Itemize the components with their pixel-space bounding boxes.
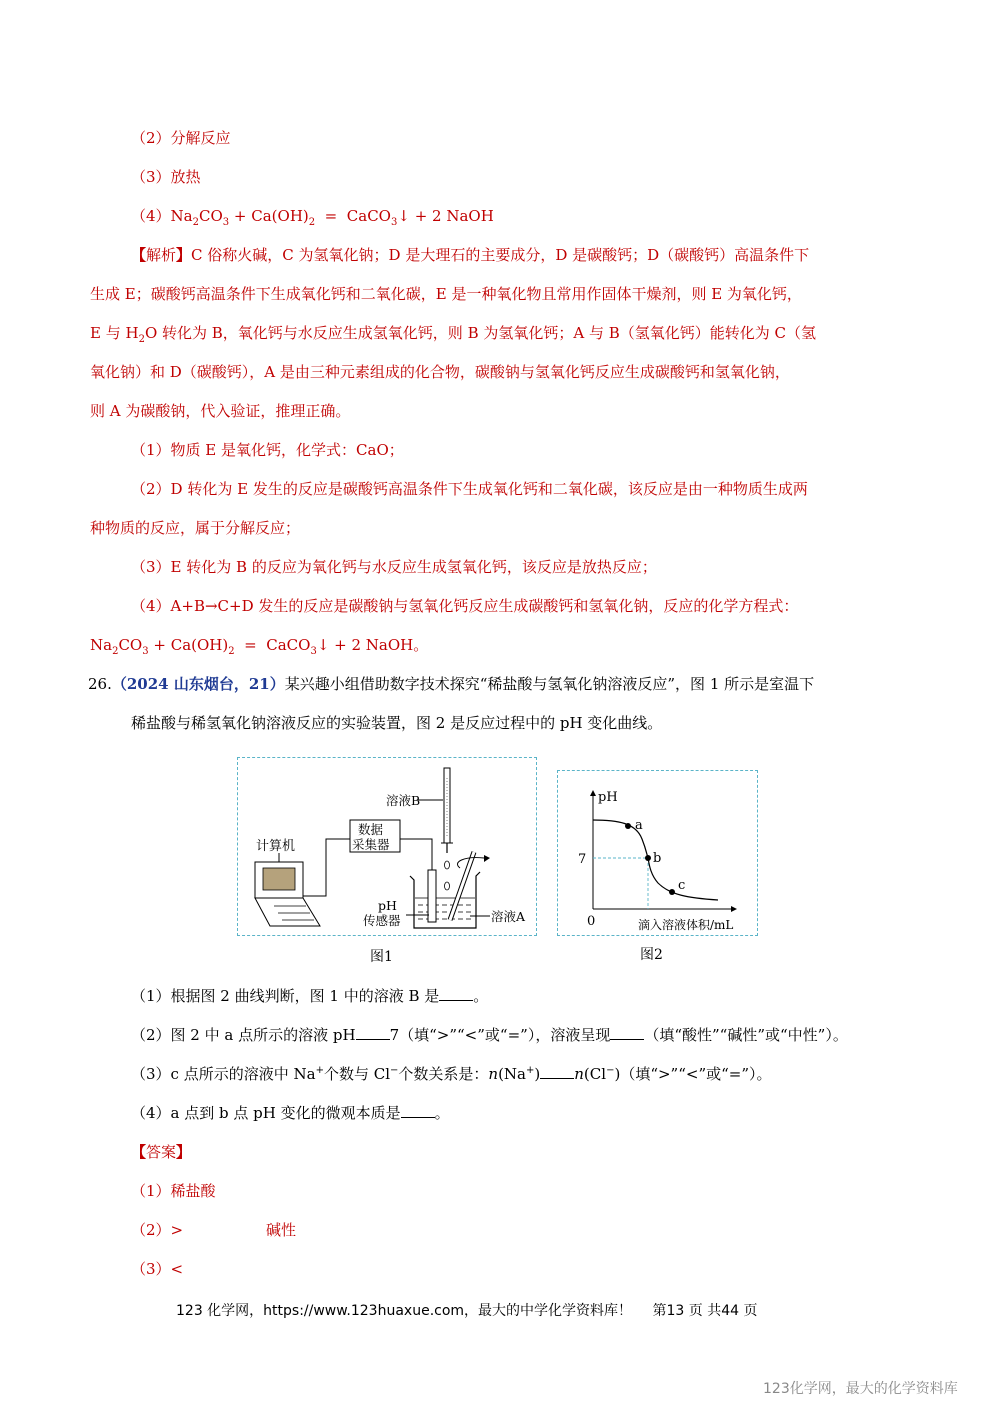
answer-item-3-text: 放热 <box>170 168 201 186</box>
analysis-point-4: （4）A+B→C+D 发生的反应是碳酸钠与氢氧化钙反应生成碳酸钙和氢氧化钠，反应的化学方程式： <box>131 597 799 615</box>
analysis-line-1 <box>131 245 809 265</box>
eq-part: ↓ + 2 NaOH。 <box>316 636 429 654</box>
ph-probe-icon <box>428 870 436 922</box>
label-solution-a: 溶液A <box>491 909 526 924</box>
eq-part: = CaCO <box>234 636 311 654</box>
page-footer <box>176 1300 757 1320</box>
answer-item-4-num: （4） <box>131 207 171 225</box>
y-axis-label: pH <box>598 790 618 805</box>
figure-2-box <box>557 770 758 936</box>
analysis-final-equation <box>90 635 428 655</box>
sub-question-text: （3）c 点所示的溶液中 Na <box>131 1065 316 1083</box>
question-number: 26. <box>88 675 112 693</box>
sub-question-text: 7（填“>”“<”或“=”），溶液呈现 <box>389 1026 611 1044</box>
answer-2 <box>131 1220 183 1240</box>
footer-text: 123 化学网，https://www.123huaxue.com，最大的中学化学资料库！ <box>176 1303 633 1319</box>
answer-text: > <box>170 1221 184 1239</box>
figure-1-box <box>237 757 537 936</box>
eq-part: + Ca(OH) <box>229 207 309 225</box>
analysis-point-2-cont: 种物质的反应，属于分解反应； <box>90 519 301 537</box>
answer-item-2-num: （2） <box>131 129 171 147</box>
sub-question-2 <box>131 1025 848 1045</box>
answer-bracket-open: 【 <box>131 1143 147 1161</box>
watermark: 123化学网，最大的化学资料库 <box>763 1381 958 1397</box>
answer-bracket-close: 】 <box>176 1143 192 1161</box>
analysis-bracket-close: 】 <box>176 246 192 264</box>
answer-num: （2） <box>131 1221 171 1239</box>
analysis-sub: 2 <box>138 334 145 345</box>
sub-question-3 <box>131 1064 772 1084</box>
question-stem: 某兴趣小组借助数字技术探究“稀盐酸与氢氧化钠溶液反应”，图 1 所示是室温下 <box>284 675 815 693</box>
sub-question-text: 个数关系是： <box>398 1065 489 1083</box>
eq-sub: 3 <box>222 217 230 228</box>
answer-item-2-text: 分解反应 <box>170 129 231 147</box>
stirring-rod-icon <box>450 852 490 920</box>
drop-icon <box>445 882 450 890</box>
superscript: + <box>526 1065 535 1076</box>
beaker-icon <box>410 872 480 928</box>
answer-text: < <box>170 1260 184 1278</box>
label-ph: pH <box>378 898 397 913</box>
chemical-equation <box>170 207 494 228</box>
page-number: 第13 页 共44 页 <box>652 1303 758 1319</box>
question-stem-line-2: 稀盐酸与稀氢氧化钠溶液反应的实验装置，图 2 是反应过程中的 pH 变化曲线。 <box>131 714 663 732</box>
sub-question-text: 个数与 Cl <box>323 1065 390 1083</box>
eq-part: CaCO <box>346 207 391 225</box>
point-a <box>625 823 631 829</box>
sub-question-text: （1）根据图 2 曲线判断，图 1 中的溶液 B 是 <box>131 987 440 1005</box>
point-a-label: a <box>635 818 643 833</box>
answer-blank[interactable] <box>356 1025 390 1040</box>
experiment-apparatus-diagram <box>238 758 536 935</box>
eq-sub: 2 <box>192 217 199 228</box>
superscript: − <box>390 1065 399 1076</box>
analysis-text: O 转化为 B，氧化钙与水反应生成氢氧化钙，则 B 为氢氧化钙；A 与 B（氢氧化钙）能转化为 C（氢 <box>144 324 817 342</box>
eq-part: Na <box>90 636 113 654</box>
answer-num: （3） <box>131 1260 171 1278</box>
sub-question-text: (Cl <box>583 1065 607 1083</box>
sub-question-text: 。 <box>434 1104 450 1122</box>
label-solution-b: 溶液B <box>386 793 421 808</box>
cable <box>303 839 350 896</box>
label-collector-1: 数据 <box>358 822 384 837</box>
eq-sub: 3 <box>390 217 398 228</box>
analysis-text: C 俗称火碱，C 为氢氧化钠；D 是大理石的主要成分，D 是碳酸钙；D（碳酸钙）高温条件下 <box>191 246 810 264</box>
sub-question-text: （4）a 点到 b 点 pH 变化的微观本质是 <box>131 1104 401 1122</box>
eq-sub: 2 <box>228 646 235 657</box>
eq-sub: 3 <box>310 646 317 657</box>
analysis-label: 解析 <box>146 246 177 264</box>
point-c <box>669 889 675 895</box>
analysis-line-4: 氧化钠）和 D（碳酸钙），A 是由三种元素组成的化合物，碳酸钠与氢氧化钙反应生成碳酸钙和氢氧化钠， <box>90 363 790 381</box>
sub-question-text: 。 <box>473 987 489 1005</box>
eq-part: Na <box>170 207 193 225</box>
sub-question-text: (Na <box>498 1065 526 1083</box>
sub-question-text: （填“酸性”“碱性”或“中性”）。 <box>644 1026 848 1044</box>
answer-blank[interactable] <box>540 1064 574 1079</box>
answer-item-3-num: （3） <box>131 168 171 186</box>
answer-blank[interactable] <box>610 1025 644 1040</box>
answer-1 <box>131 1181 216 1201</box>
eq-equals: = <box>315 207 347 225</box>
sub-question-1 <box>131 986 488 1006</box>
label-collector-2: 采集器 <box>352 837 390 852</box>
analysis-line-2: 生成 E；碳酸钙高温条件下生成氧化钙和二氧化碳，E 是一种氧化物且常用作固体干燥剂，则 E 为氧化钙， <box>90 285 802 303</box>
answer-blank[interactable] <box>401 1103 435 1118</box>
analysis-line-3 <box>90 323 816 343</box>
eq-part: ↓ + 2 NaOH <box>397 207 494 225</box>
analysis-text: E 与 H <box>90 324 139 342</box>
question-source: （2024 山东烟台，21） <box>111 675 285 693</box>
y-tick-7: 7 <box>578 852 587 867</box>
eq-part: CO <box>199 207 223 225</box>
answer-item-4 <box>131 206 494 226</box>
figure-1-caption: 图1 <box>370 949 393 965</box>
analysis-point-3: （3）E 转化为 B 的反应为氧化钙与水反应生成氢氧化钙，该反应是放热反应； <box>131 558 657 576</box>
figure-2-caption: 图2 <box>640 947 663 963</box>
answer-heading <box>131 1142 191 1162</box>
sub-question-4 <box>131 1103 450 1123</box>
analysis-point-2: （2）D 转化为 E 发生的反应是碳酸钙高温条件下生成氧化钙和二氧化碳，该反应是由一种物质生成两 <box>131 480 808 498</box>
cable <box>400 839 432 870</box>
label-ph-sensor: 传感器 <box>363 913 401 928</box>
laptop-icon <box>255 853 320 926</box>
point-c-label: c <box>678 878 686 893</box>
sub-question-text: （2）图 2 中 a 点所示的溶液 pH <box>131 1026 356 1044</box>
origin-label: 0 <box>587 914 596 929</box>
eq-sub: 3 <box>142 646 149 657</box>
answer-num: （1） <box>131 1182 171 1200</box>
italic-n: n <box>488 1065 499 1083</box>
burette-icon <box>441 768 453 853</box>
label-computer: 计算机 <box>256 839 296 854</box>
point-b <box>645 855 651 861</box>
sub-question-text: ) <box>614 1065 621 1083</box>
answer-item-2 <box>131 128 231 148</box>
eq-sub: 2 <box>308 217 316 228</box>
answer-blank[interactable] <box>439 986 473 1001</box>
answer-2-part2: 碱性 <box>266 1221 297 1239</box>
superscript: + <box>315 1065 324 1076</box>
analysis-bracket-open: 【 <box>131 246 147 264</box>
drop-icon <box>445 861 450 869</box>
analysis-line-5: 则 A 为碳酸钠，代入验证，推理正确。 <box>90 402 351 420</box>
answer-3 <box>131 1259 183 1279</box>
sub-question-text: ) <box>534 1065 541 1083</box>
answer-item-3 <box>131 167 201 187</box>
x-axis-label: 滴入溶液体积/mL <box>638 918 734 932</box>
sub-question-text: （填“>”“<”或“=”）。 <box>620 1065 772 1083</box>
ph-curve-chart <box>558 771 757 935</box>
eq-part: CO <box>118 636 143 654</box>
eq-part: + Ca(OH) <box>148 636 229 654</box>
eq-sub: 2 <box>112 646 119 657</box>
answer-text: 稀盐酸 <box>170 1182 216 1200</box>
analysis-point-1: （1）物质 E 是氧化钙，化学式：CaO； <box>131 441 404 459</box>
point-b-label: b <box>653 851 662 866</box>
italic-n: n <box>574 1065 584 1083</box>
question-stem-line-1 <box>88 674 814 694</box>
superscript: − <box>606 1065 615 1076</box>
answer-label: 答案 <box>146 1143 177 1161</box>
